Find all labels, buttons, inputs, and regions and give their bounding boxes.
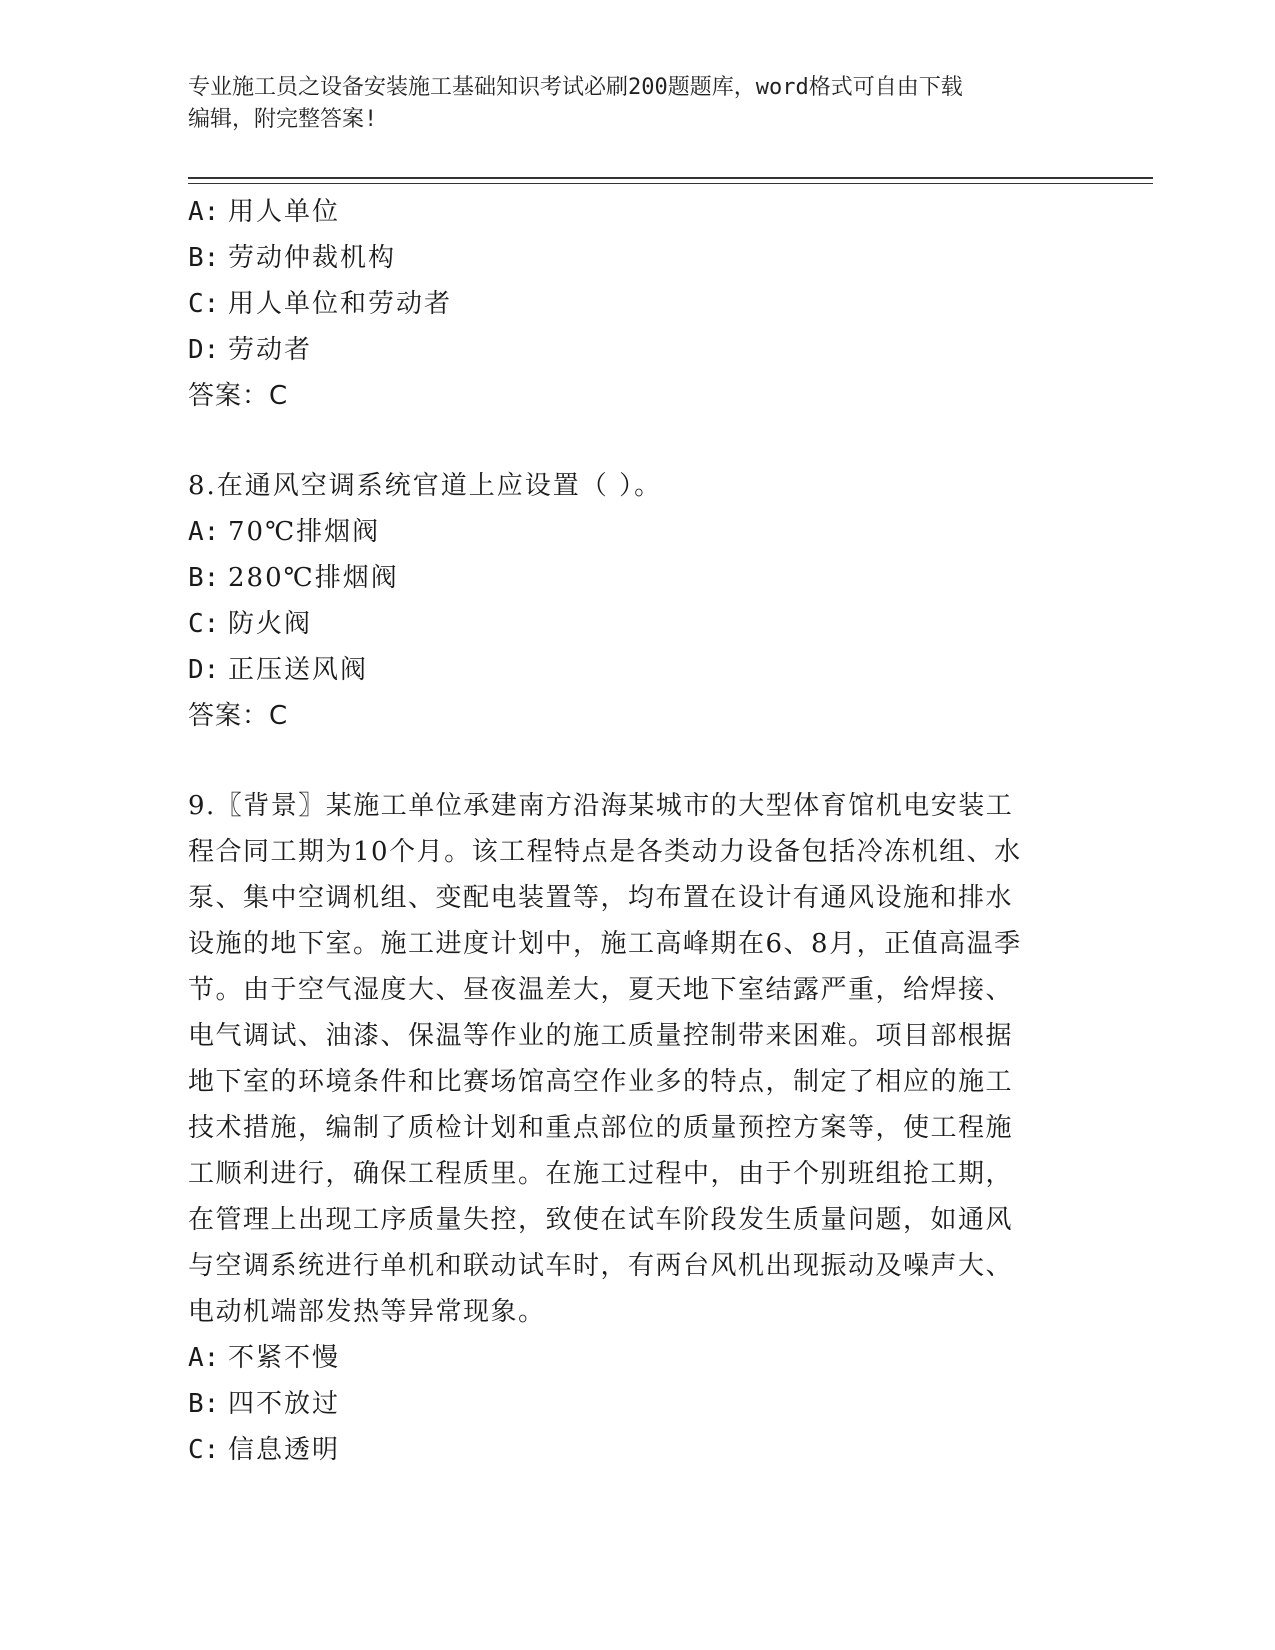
document-header (188, 72, 1088, 136)
option-text: 防火阀 (228, 609, 313, 639)
option-letter: D: (188, 335, 220, 365)
option-row (188, 235, 1088, 281)
question-spacer (188, 419, 1088, 463)
question-8 (188, 463, 1088, 739)
option-letter: D: (188, 655, 220, 685)
option-letter: B: (188, 1389, 220, 1419)
header-title-line-2: 编辑，附完整答案! (188, 107, 378, 132)
question-text-line: 节。由于空气湿度大、昼夜温差大，夏天地下室结露严重，给焊接、 (188, 975, 1014, 1005)
option-text: 信息透明 (228, 1435, 341, 1465)
option-text: 280℃排烟阀 (228, 563, 399, 593)
question-text-line: 泵、集中空调机组、变配电装置等，均布置在设计有通风设施和排水 (188, 883, 1014, 913)
option-row (188, 327, 1088, 373)
question-spacer (188, 739, 1088, 783)
document-body (188, 189, 1088, 1473)
question-8-text: 8.在通风空调系统官道上应设置（ ）。 (188, 471, 663, 501)
option-text: 不紧不慢 (228, 1343, 341, 1373)
option-row (188, 555, 1088, 601)
option-letter: C: (188, 609, 220, 639)
option-row (188, 509, 1088, 555)
option-row (188, 647, 1088, 693)
option-text: 70℃排烟阀 (228, 517, 381, 547)
option-row (188, 1427, 1088, 1473)
option-text: 四不放过 (228, 1389, 341, 1419)
question-text-line: 设施的地下室。施工进度计划中，施工高峰期在6、8月，正值高温季 (188, 929, 1022, 959)
question-text-line: 与空调系统进行单机和联动试车时，有两台风机出现振动及噪声大、 (188, 1251, 1014, 1281)
option-letter: B: (188, 243, 220, 273)
question-9 (188, 783, 1088, 1473)
option-letter: C: (188, 289, 220, 319)
question-9-text (188, 783, 1088, 1335)
question-text-line: 工顺利进行，确保工程质里。在施工过程中，由于个别班组抢工期， (188, 1159, 1014, 1189)
question-text-line: 电气调试、油漆、保温等作业的施工质量控制带来困难。项目部根据 (188, 1021, 1014, 1051)
option-text: 正压送风阀 (228, 655, 369, 685)
option-text: 用人单位和劳动者 (228, 289, 453, 319)
option-letter: C: (188, 1435, 220, 1465)
header-divider-thin (188, 183, 1153, 184)
header-title-line-1: 专业施工员之设备安装施工基础知识考试必刷200题题库，word格式可自由下载 (188, 75, 963, 100)
question-text-line: 电动机端部发热等异常现象。 (188, 1297, 546, 1327)
option-text: 用人单位 (228, 197, 341, 227)
option-text: 劳动仲裁机构 (228, 243, 397, 273)
question-text-line: 技术措施，编制了质检计划和重点部位的质量预控方案等，使工程施 (188, 1113, 1014, 1143)
option-row (188, 1335, 1088, 1381)
question-text-line: 程合同工期为10个月。该工程特点是各类动力设备包括冷冻机组、水 (188, 837, 1022, 867)
question-text-line: 在管理上出现工序质量失控，致使在试车阶段发生质量问题，如通风 (188, 1205, 1014, 1235)
option-letter: B: (188, 563, 220, 593)
option-row (188, 601, 1088, 647)
question-7-options (188, 189, 1088, 419)
option-letter: A: (188, 517, 220, 547)
question-text-line: 地下室的环境条件和比赛场馆高空作业多的特点，制定了相应的施工 (188, 1067, 1014, 1097)
option-letter: A: (188, 197, 220, 227)
question-8-answer: 答案：C (188, 701, 289, 731)
option-row (188, 1381, 1088, 1427)
option-row (188, 281, 1088, 327)
question-7-answer: 答案：C (188, 381, 289, 411)
option-letter: A: (188, 1343, 220, 1373)
option-text: 劳动者 (228, 335, 313, 365)
question-text-line: 9.〖背景〗某施工单位承建南方沿海某城市的大型体育馆机电安装工 (188, 791, 1014, 821)
option-row (188, 189, 1088, 235)
header-divider-thick (188, 177, 1153, 179)
